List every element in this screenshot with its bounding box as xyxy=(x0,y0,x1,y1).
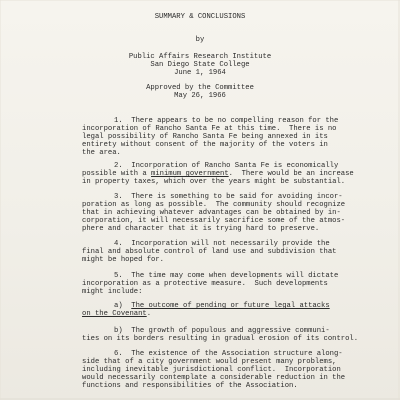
paragraph-4-line-3: might be hoped for. xyxy=(82,256,164,264)
college-name: San Diego State College xyxy=(150,61,250,69)
paragraph-2-line-1: 2. Incorporation of Rancho Santa Fe is economically xyxy=(114,162,339,170)
minimum-government-underlined: minimum government xyxy=(151,170,229,178)
approval-note: Approved by the Committee xyxy=(146,84,254,92)
item-a-covenant-underlined: on the Covenant xyxy=(82,310,147,318)
paragraph-3-line-1: 3. There is something to be said for avoiding incor- xyxy=(114,193,343,201)
paragraph-3-line-5: phere and character that it is trying hard to preserve. xyxy=(82,225,320,233)
paragraph-6-line-1: 6. The existence of the Association structure along- xyxy=(114,350,343,358)
paragraph-2-line-2 xyxy=(82,170,354,178)
paragraph-6-line-4: would necessarily contemplate a considerable reduction in the xyxy=(82,374,346,382)
paragraph-2-line-2-start: possible with a xyxy=(82,170,152,178)
paragraph-2-line-3: in property taxes, which over the years might be substantial. xyxy=(82,178,346,186)
organization-name: Public Affairs Research Institute xyxy=(128,53,272,61)
paragraph-1-line-5: the area. xyxy=(82,149,121,157)
paragraph-1-line-2: incorporation of Rancho Santa Fe at this time. There is no xyxy=(82,125,337,133)
item-a-line-2 xyxy=(82,310,151,318)
paragraph-3-line-4: corporation, it will necessarily sacrifice some of the atmos- xyxy=(82,217,346,225)
paragraph-6-line-5: functions and responsibilities of the Association. xyxy=(82,382,298,390)
item-a-marker: a) xyxy=(114,302,132,310)
paragraph-1-line-1: 1. There appears to be no compelling reason for the xyxy=(114,117,339,125)
paragraph-5-line-2: incorporation as a protective measure. Such developments xyxy=(82,280,328,288)
paragraph-4-line-2: final and absolute control of land use and subdivision that xyxy=(82,248,337,256)
paragraph-6-line-2: side that of a city government would present many problems, xyxy=(82,358,337,366)
paragraph-3-line-3: that in achieving whatever advantages can be obtained by in- xyxy=(82,209,341,217)
paragraph-1-line-3: legal possibility of Rancho Santa Fe being annexed in its xyxy=(82,133,328,141)
item-b-line-1: b) The growth of populous and aggressive communi- xyxy=(114,327,330,335)
paragraph-5-line-1: 5. The time may come when developments will dictate xyxy=(114,272,339,280)
paragraph-5-line-3: might include: xyxy=(82,288,143,296)
item-a-period: . xyxy=(146,310,152,318)
paragraph-6-line-3: including inevitable jurisdictional conflict. Incorporation xyxy=(82,366,341,374)
paragraph-4-line-1: 4. Incorporation will not necessarily provide the xyxy=(114,240,330,248)
report-date: June 1, 1964 xyxy=(174,69,226,77)
paragraph-2-line-2-end: . There would be an increase xyxy=(228,170,354,178)
paragraph-1-line-4: entirety without consent of the majority of the voters in xyxy=(82,141,328,149)
paragraph-3-line-2: poration as long as possible. The community should recognize xyxy=(82,201,346,209)
item-a-underlined-text: The outcome of pending or future legal attacks xyxy=(131,302,330,310)
item-a-line-1 xyxy=(114,302,330,310)
document-title: SUMMARY & CONCLUSIONS xyxy=(154,13,246,21)
approval-date: May 26, 1966 xyxy=(174,92,226,100)
byline: by xyxy=(195,36,205,44)
item-b-line-2: ties on its borders resulting in gradual erosion of its control. xyxy=(82,335,359,343)
